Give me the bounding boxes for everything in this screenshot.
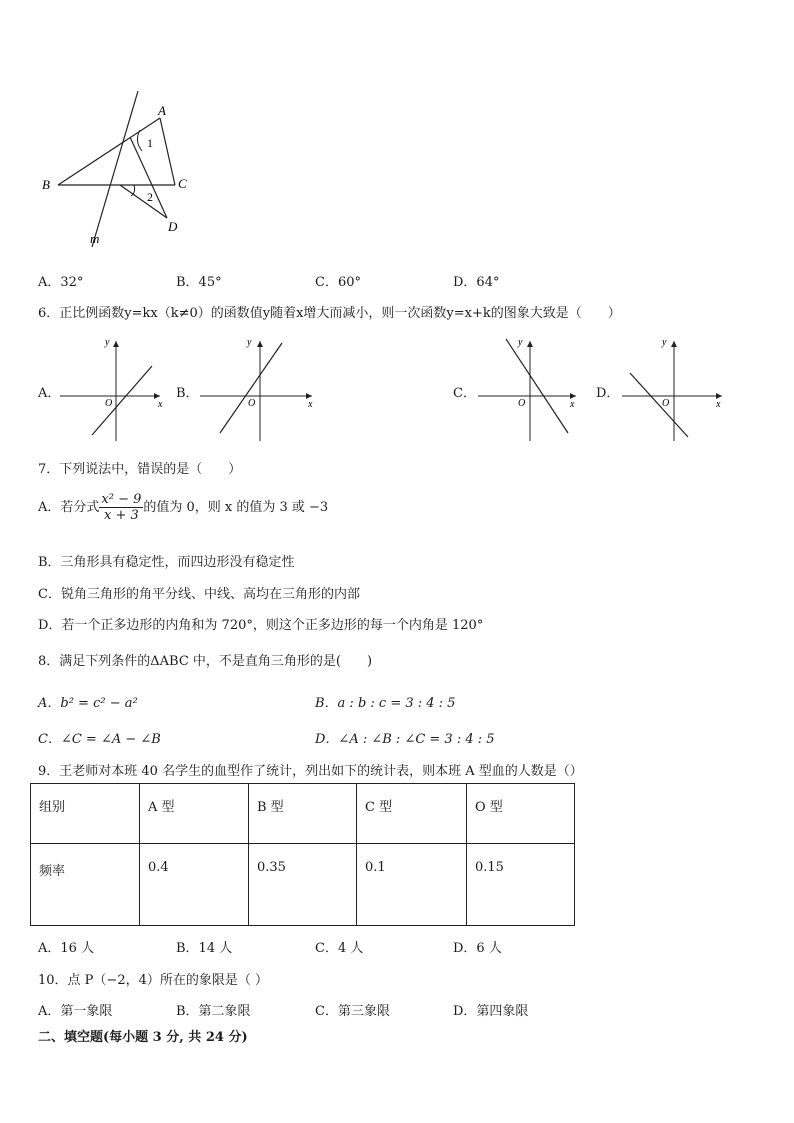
q6-line-a [92,366,152,435]
q7-a-prefix: A．若分式 [38,500,100,515]
q6-line-b [220,343,282,433]
q7-option-a[interactable] [38,492,328,523]
q6-line-c [506,339,568,433]
q9-option-b[interactable]: B．14 人 [176,941,233,956]
table-cell: 0.1 [357,844,467,926]
q7-fraction-denominator: x + 3 [104,508,139,523]
q9-option-c[interactable]: C．4 人 [315,941,364,956]
q7-option-c[interactable]: C．锐角三角形的角平分线、中线、高均在三角形的内部 [38,587,360,602]
q6-option-c-label[interactable]: C． [453,386,476,401]
q6-graph-b[interactable] [200,333,320,445]
blood-type-table [30,783,575,926]
q5-option-d[interactable]: D．64° [453,275,500,290]
q10-option-c[interactable]: C．第三象限 [315,1004,390,1019]
label-angle-2: 2 [147,190,153,204]
svg-text:y: y [105,337,110,348]
label-A: A [158,103,166,118]
line-m [92,91,138,247]
svg-text:y: y [247,337,252,348]
table-cell: 0.35 [249,844,357,926]
label-m: m [90,231,100,246]
segment-BA [58,118,160,185]
q8-option-a[interactable]: A．b² = c² − a² [38,696,138,711]
svg-text:O: O [662,398,670,409]
table-cell: C 型 [357,784,467,844]
q7-a-suffix: 的值为 0，则 x 的值为 3 或 −3 [143,500,329,515]
q7-fraction-numerator: x² − 9 [101,492,142,507]
svg-text:y: y [662,337,667,348]
q10-option-d[interactable]: D．第四象限 [453,1004,529,1019]
table-cell: A 型 [140,784,249,844]
q6-stem: 6．正比例函数y=kx（k≠0）的函数值y随着x增大而减小，则一次函数y=x+k的图象大致是（ ） [38,306,621,321]
q10-option-b[interactable]: B．第二象限 [176,1004,251,1019]
table-cell: 0.15 [467,844,575,926]
svg-text:O: O [248,398,256,409]
q8-option-d[interactable]: D．∠A : ∠B : ∠C = 3 : 4 : 5 [315,732,495,747]
q10-option-a[interactable]: A．第一象限 [38,1004,113,1019]
table-cell: B 型 [249,784,357,844]
q6-graph-c[interactable] [478,333,588,445]
angle-1-arc [137,130,142,151]
svg-text:O: O [518,398,526,409]
q6-graph-a[interactable] [60,333,172,445]
svg-text:x: x [570,399,575,410]
q6-option-a-label[interactable]: A． [38,386,61,401]
segment-AC [160,118,175,185]
svg-text:x: x [158,399,163,410]
q8-option-c[interactable]: C．∠C = ∠A − ∠B [38,732,161,747]
label-C: C [178,176,187,191]
q5-option-b[interactable]: B．45° [176,275,222,290]
q7-option-b[interactable]: B．三角形具有稳定性，而四边形没有稳定性 [38,555,295,570]
q6-option-b-label[interactable]: B． [176,386,199,401]
table-row [31,844,575,926]
q7-stem: 7．下列说法中，错误的是（ ） [38,462,242,477]
svg-text:y: y [518,337,523,348]
q8-stem: 8．满足下列条件的ΔABC 中，不是直角三角形的是( ) [38,654,373,669]
q5-option-c[interactable]: C．60° [315,275,361,290]
label-angle-1: 1 [147,136,153,150]
table-header-row [31,784,575,844]
table-cell: O 型 [467,784,575,844]
table-cell: 频率 [31,844,140,926]
q9-stem: 9．王老师对本班 40 名学生的血型作了统计，列出如下的统计表，则本班 A 型血的人数是（） [38,764,583,779]
svg-text:x: x [716,399,721,410]
q6-graph-d[interactable] [622,333,732,445]
triangle-figure [30,85,210,255]
q8-option-b[interactable]: B．a : b : c = 3 : 4 : 5 [315,696,456,711]
q6-option-d-label[interactable]: D． [596,386,620,401]
q7-option-d[interactable]: D．若一个正多边形的内角和为 720°，则这个正多边形的每一个内角是 120° [38,618,484,633]
q10-stem: 10．点 P（−2，4）所在的象限是（ ） [38,973,268,988]
section-heading: 二、填空题(每小题 3 分, 共 24 分) [38,1030,248,1045]
q9-option-a[interactable]: A．16 人 [38,941,95,956]
table-cell: 组别 [31,784,140,844]
label-D: D [168,219,178,234]
svg-text:O: O [105,398,113,409]
svg-text:x: x [308,399,313,410]
q7-fraction [99,492,143,523]
q6-line-d [630,373,688,437]
q5-option-a[interactable]: A．32° [38,275,84,290]
label-B: B [42,177,50,192]
table-cell: 0.4 [140,844,249,926]
q9-option-d[interactable]: D．6 人 [453,941,502,956]
